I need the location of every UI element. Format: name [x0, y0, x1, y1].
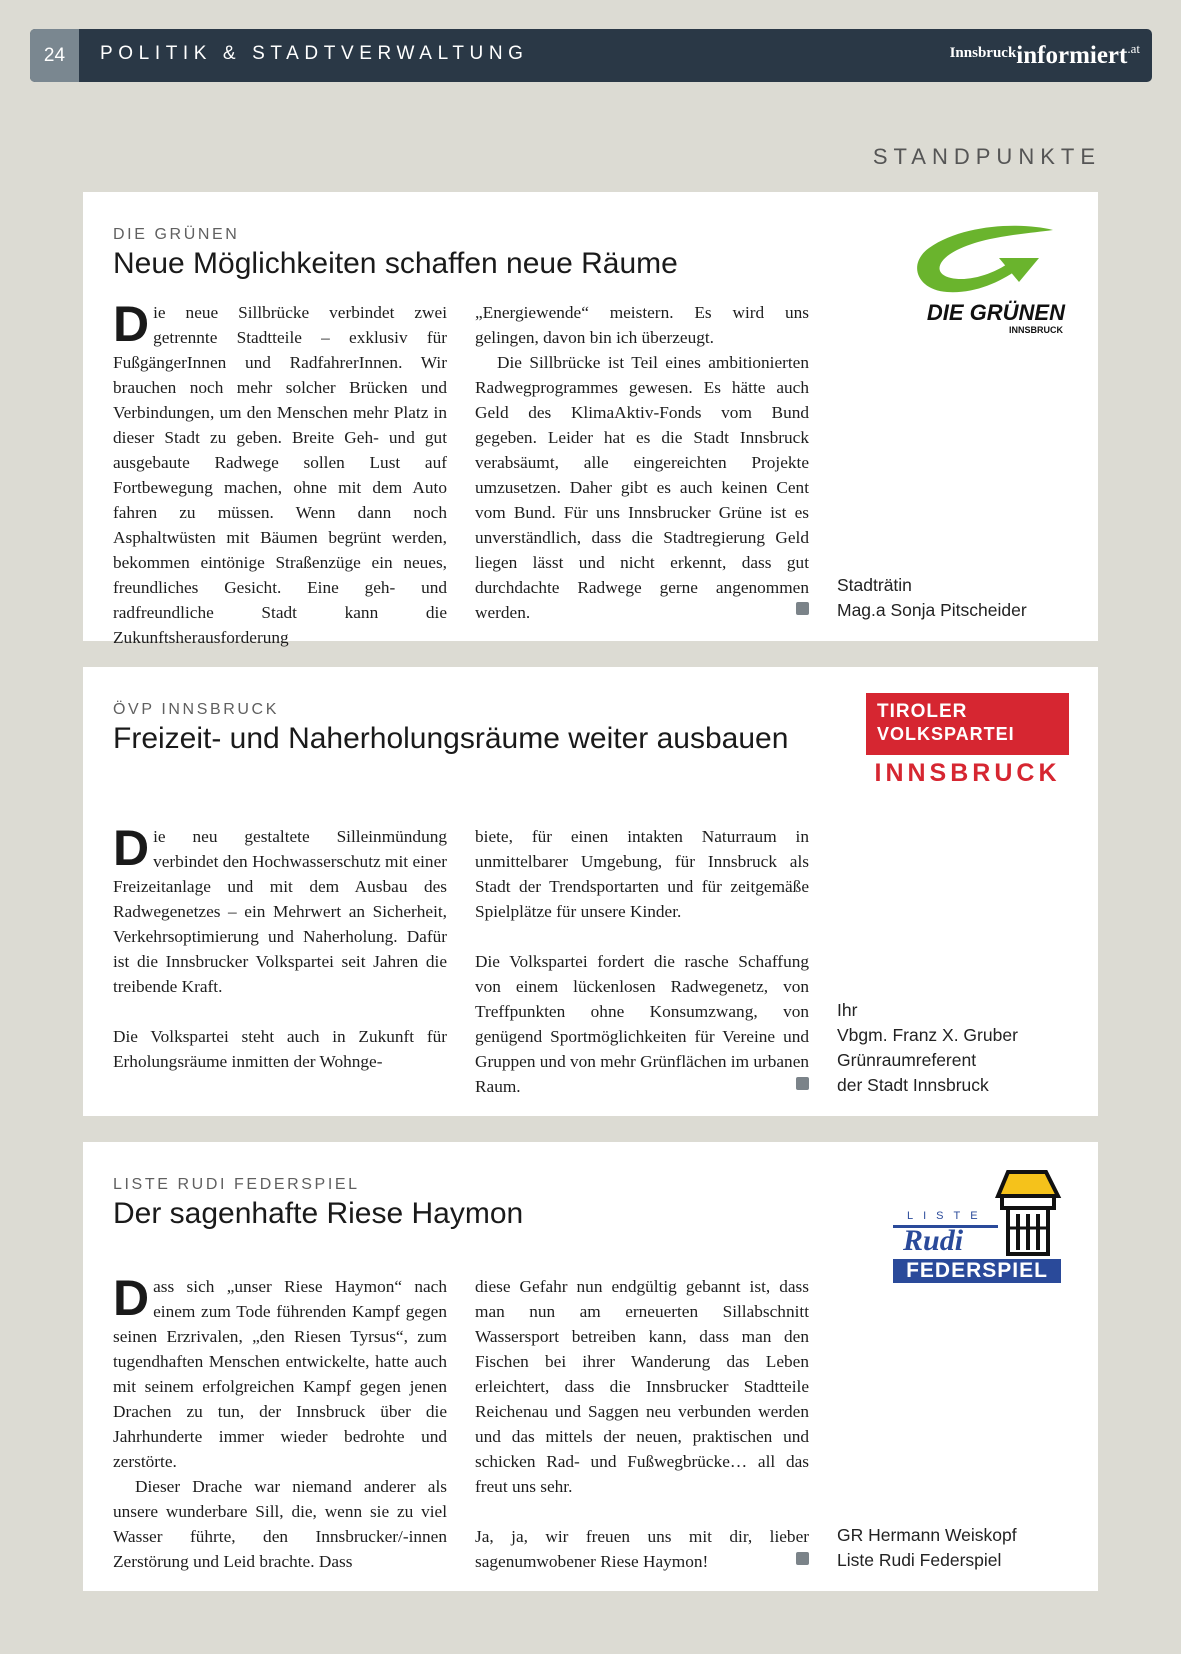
page-header	[30, 29, 1152, 82]
signature-line: Ihr	[837, 1000, 858, 1020]
end-mark-icon	[796, 1552, 809, 1565]
brand-logo	[950, 41, 1140, 70]
paragraph: biete, für einen intakten Naturraum in unmittelbarer Umgebung, für Innsbruck als Stadt der Trendsportarten und für zeitgemäße Spielplätze für unsere Kinder.	[475, 827, 809, 921]
article-headline: Neue Möglichkeiten schaffen neue Räume	[113, 247, 678, 280]
signature	[837, 998, 1018, 1098]
brand-big: informiert	[1016, 42, 1128, 69]
signature	[837, 1523, 1017, 1573]
paragraph: Dieser Drache war niemand anderer als unsere wunderbare Sill, die, wenn sie zu viel Wasser führte, den Innsbrucker/-innen Zerstörung und Leid brachte. Dass	[113, 1477, 447, 1571]
signature	[837, 573, 1027, 623]
federspiel-logo	[893, 1166, 1068, 1282]
gruene-logo-subtext: INNSBRUCK	[1009, 325, 1063, 335]
end-mark-icon	[796, 1077, 809, 1090]
paragraph: ie neu gestaltete Silleinmündung verbindet den Hochwasserschutz mit einer Freizeitanlage und mit dem Ausbau des Radwegenetzes – ein Mehrwert an Sicherheit, Verkehrsoptimierung und Naherholung. Dafür ist die Innsbrucker Volkspartei seit Jahren die treibende Kraft.	[113, 827, 447, 996]
paragraph: Die Sillbrücke ist Teil eines ambitionierten Radwegprogrammes gewesen. Es hätte auch Geld des KlimaAktiv-Fonds vom Bund gegeben. Leider hat es die Stadt Innsbruck verabsäumt, alle eingereichten Projekte umzusetzen. Daher gibt es auch keinen Cent vom Bund. Für uns Innsbrucker Grüne ist es unverständlich, dass die Stadtregierung Geld liegen lässt und nicht erkennt, dass gut durchdachte Radwege gerne angenommen werden.	[475, 353, 809, 622]
paragraph: diese Gefahr nun endgültig gebannt ist, dass man nun am erneuerten Sillabschnitt Wassersport betreiben kann, dass man den Fischen bei ihrer Wanderung das Leben erleichtert, dass die Innsbrucker Stadtteile Reichenau und Saggen neu verbunden werden und das mittels der neuen, praktischen und schicken Rad- und Fußwegbrücke… all das freut uns sehr.	[475, 1277, 809, 1496]
oevp-logo-line2: VOLKSPARTEI	[877, 724, 1015, 744]
brand-small: Innsbruck	[949, 45, 1017, 61]
paragraph: Ja, ja, wir freuen uns mit dir, lieber sagenumwobener Riese Haymon!	[475, 1527, 809, 1571]
paragraph: ass sich „unser Riese Haymon“ nach einem zum Tode führenden Kampf gegen seinen Erzrivalen, „den Riesen Tyrsus“, zum tugendhaften Menschen entwickelte, hatte auch mit seinem erfolgreichen Kampf gegen jenen Drachen zu tun, der Innsbruck über die Jahrhunderte immer wieder bedrohte und zerstörte.	[113, 1277, 447, 1471]
signature-line: GR Hermann Weiskopf	[837, 1525, 1017, 1545]
signature-line: der Stadt Innsbruck	[837, 1075, 989, 1095]
article-column-1	[113, 820, 447, 1074]
paragraph: Die Volkspartei steht auch in Zukunft für Erholungsräume inmitten der Wohnge-	[113, 1027, 447, 1071]
tower-icon	[988, 1166, 1068, 1258]
brand-tld: .at	[1127, 41, 1140, 56]
signature-line: Vbgm. Franz X. Gruber	[837, 1025, 1018, 1045]
article-column-1	[113, 1270, 447, 1574]
drop-cap: D	[113, 1270, 150, 1326]
drop-cap: D	[113, 820, 150, 876]
section-title: POLITIK & STADTVERWALTUNG	[100, 43, 529, 64]
federspiel-logo-rudi: Rudi	[903, 1224, 964, 1257]
signature-line: Mag.a Sonja Pitscheider	[837, 600, 1027, 620]
page-number: 24	[30, 29, 79, 82]
article-column-2	[475, 1274, 809, 1574]
article-gruene	[83, 192, 1098, 647]
article-column-1	[113, 296, 447, 650]
signature-line: Liste Rudi Federspiel	[837, 1550, 1002, 1570]
article-column-2	[475, 824, 809, 1099]
article-federspiel	[83, 1142, 1098, 1591]
signature-line: Grünraumreferent	[837, 1050, 977, 1070]
standpunkte-label: STANDPUNKTE	[872, 144, 1101, 169]
federspiel-logo-liste: LISTE	[907, 1210, 988, 1222]
oevp-logo	[866, 693, 1069, 789]
paragraph: ie neue Sillbrücke verbindet zwei getrennte Stadtteile – exklusiv für FußgängerInnen und RadfahrerInnen. Wir brauchen noch mehr solcher Brücken und Verbindungen, um den Menschen mehr Platz in dieser Stadt zu geben. Breite Geh- und gut ausgebaute Radwege sollen Lust auf Fortbewegung machen, ohne mit dem Auto fahren zu müssen. Wenn dann noch Asphaltwüsten mit Bäumen begrünt werden, bekommen eintönige Straßenzüge ein neues, freundliches Gesicht. Eine geh- und radfreundliche Stadt kann die Zukunftsherausforderung	[113, 303, 447, 647]
end-mark-icon	[796, 602, 809, 615]
paragraph: Die Volkspartei fordert die rasche Schaffung von einem lückenlosen Radwegenetz, von Treffpunkten ohne Konsumzwang, von genügend Sportmöglichkeiten für Vereine und Gruppen und von mehr Grünflächen im urbanen Raum.	[475, 952, 810, 1096]
signature-line: Stadträtin	[837, 575, 912, 595]
article-oevp	[83, 667, 1098, 1116]
oevp-logo-line3: INNSBRUCK	[874, 759, 1061, 787]
party-label: LISTE RUDI FEDERSPIEL	[113, 1176, 360, 1193]
drop-cap: D	[113, 296, 150, 352]
paragraph: „Energiewende“ meistern. Es wird uns gelingen, davon bin ich überzeugt.	[475, 303, 809, 347]
gruene-logo-text: DIE GRÜNEN	[926, 300, 1065, 325]
article-column-2	[475, 300, 809, 625]
gruene-logo	[903, 218, 1065, 338]
article-headline: Freizeit- und Naherholungsräume weiter ausbauen	[113, 722, 789, 755]
federspiel-logo-name: FEDERSPIEL	[893, 1259, 1061, 1283]
oevp-logo-line1: TIROLER	[877, 701, 968, 722]
party-label: ÖVP INNSBRUCK	[113, 701, 279, 718]
party-label: DIE GRÜNEN	[113, 226, 240, 243]
article-headline: Der sagenhafte Riese Haymon	[113, 1197, 524, 1230]
